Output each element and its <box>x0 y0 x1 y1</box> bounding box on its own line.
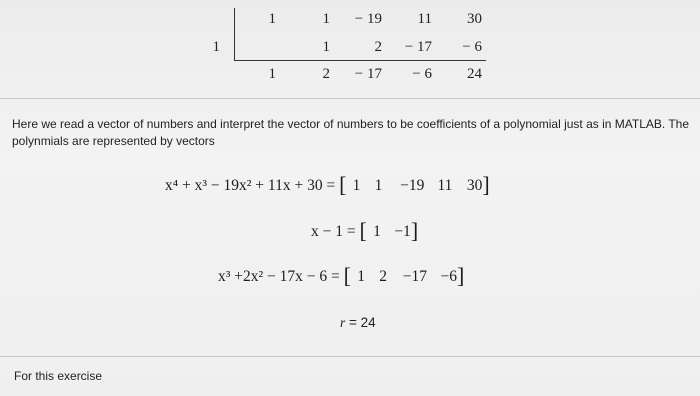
equation-lhs: x³ +2x² − 17x − 6 = <box>218 268 340 285</box>
result-coef-4: − 6 <box>412 66 432 82</box>
mid-value-1: 1 <box>322 39 330 55</box>
division-horizontal-line <box>234 60 486 61</box>
top-coef-1: 1 <box>268 11 276 27</box>
vector-entry: −17 <box>402 268 427 285</box>
equation-lhs: x − 1 = <box>311 223 356 240</box>
divider-bottom <box>0 356 700 357</box>
vector-entry: 1 <box>374 177 383 194</box>
equation-divisor <box>311 218 418 244</box>
top-coef-2: 1 <box>322 11 330 27</box>
mid-value-4: − 6 <box>462 39 482 55</box>
explanation-paragraph: Here we read a vector of numbers and interpret the vector of numbers to be coefficients of a polynomial just as in MATLAB. The polynmials are represented by vectors <box>12 117 690 148</box>
equation-dividend <box>165 172 490 198</box>
mid-value-2: 2 <box>374 39 382 55</box>
equation-lhs: x⁴ + x³ − 19x² + 11x + 30 = <box>165 177 336 194</box>
footer-text: For this exercise <box>14 369 103 383</box>
bracket-open: [ <box>343 263 351 288</box>
vector-entry: −19 <box>400 177 425 194</box>
vector-entry: 1 <box>357 268 365 285</box>
vector-entry: −1 <box>394 223 411 240</box>
bracket-open: [ <box>339 172 347 197</box>
mid-value-3: − 17 <box>404 39 432 55</box>
vector-entry: 2 <box>379 268 387 285</box>
synthetic-division-table <box>0 0 700 100</box>
bracket-open: [ <box>359 218 367 243</box>
bracket-close: ] <box>456 263 465 288</box>
result-coef-2: 2 <box>322 66 330 82</box>
result-coef-1: 1 <box>268 66 276 82</box>
top-coef-3: − 19 <box>354 11 382 27</box>
vector-entry: 11 <box>437 177 453 194</box>
vector-entry: 1 <box>352 177 361 194</box>
bracket-close: ] <box>410 218 419 243</box>
vector-entry: −6 <box>440 268 457 285</box>
top-coef-5: 30 <box>467 11 482 27</box>
vector-entry: 1 <box>373 223 381 240</box>
top-coef-4: 11 <box>417 11 432 27</box>
result-coef-3: − 17 <box>354 66 382 82</box>
remainder-variable: r <box>340 315 346 330</box>
equation-quotient <box>218 263 464 289</box>
remainder-text: = 24 <box>349 315 376 330</box>
divisor-value: 1 <box>212 39 220 55</box>
vector-entry: 30 <box>466 177 483 194</box>
remainder-value: 24 <box>467 66 482 82</box>
bracket-close: ] <box>482 172 490 197</box>
remainder-equation <box>340 315 376 331</box>
